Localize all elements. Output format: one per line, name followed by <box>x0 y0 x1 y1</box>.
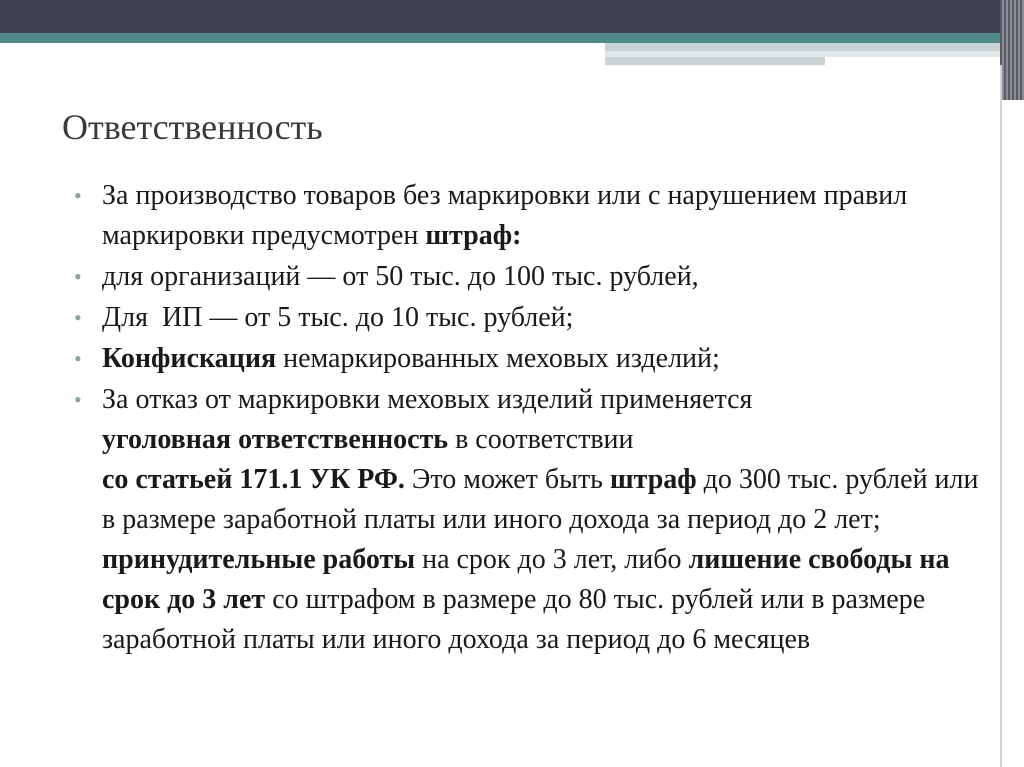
bullet-text-bold: штраф: <box>425 220 522 251</box>
bullet-text-part: в соответствии <box>448 424 634 455</box>
bullet-text-part: Это может быть <box>404 464 610 495</box>
bullet-text-part: Для ИП — от 5 тыс. до 10 тыс. рублей; <box>102 302 574 333</box>
bullet-text-bold: со статьей 171.1 УК РФ. <box>102 464 405 495</box>
bullet-text-bold: принудительные работы <box>102 544 416 575</box>
bullet-text-part: немаркированных меховых изделий; <box>276 343 720 374</box>
bullet-dot-icon: • <box>74 346 82 371</box>
bullet-list <box>74 176 1004 661</box>
header-bar <box>0 0 1024 33</box>
bullet-item <box>74 339 1004 379</box>
bullet-item <box>74 298 1004 338</box>
header-light-band <box>605 43 1000 51</box>
bullet-dot-icon: • <box>74 387 82 412</box>
right-edge-decoration <box>1000 0 1024 100</box>
bullet-text-bold: Конфискация <box>102 343 277 374</box>
bullet-dot-icon: • <box>74 183 82 208</box>
bullet-text-bold: штраф <box>609 464 697 495</box>
header-light-band-3 <box>605 57 825 65</box>
bullet-item <box>74 176 1004 256</box>
bullet-text-part: За производство товаров без маркировки или с нарушением правил маркировки предусмотрен <box>102 180 908 251</box>
bullet-text-part: со штрафом в размере до 80 тыс. рублей или в размере заработной платы или иного дохода за период до 6 месяцев <box>102 584 926 655</box>
bullet-text-bold: уголовная ответственность <box>102 424 449 455</box>
bullet-text-part: для организаций — от 50 тыс. до 100 тыс. рублей, <box>102 261 699 292</box>
bullet-dot-icon: • <box>74 305 82 330</box>
bullet-item <box>74 257 1004 297</box>
bullet-dot-icon: • <box>74 264 82 289</box>
bullet-text-part: до 300 тыс. рублей или в размере заработной платы или иного дохода за период до 2 лет; <box>102 464 979 535</box>
bullet-item <box>74 380 1004 660</box>
bullet-text-bold: лишение свободы на срок до 3 лет <box>102 544 950 615</box>
bullet-text-part: За отказ от маркировки меховых изделий применяется <box>102 384 753 415</box>
bullet-text-part: на срок до 3 лет, либо <box>415 544 689 575</box>
slide-title: Ответственность <box>62 107 323 147</box>
header-accent-band <box>0 33 1000 43</box>
